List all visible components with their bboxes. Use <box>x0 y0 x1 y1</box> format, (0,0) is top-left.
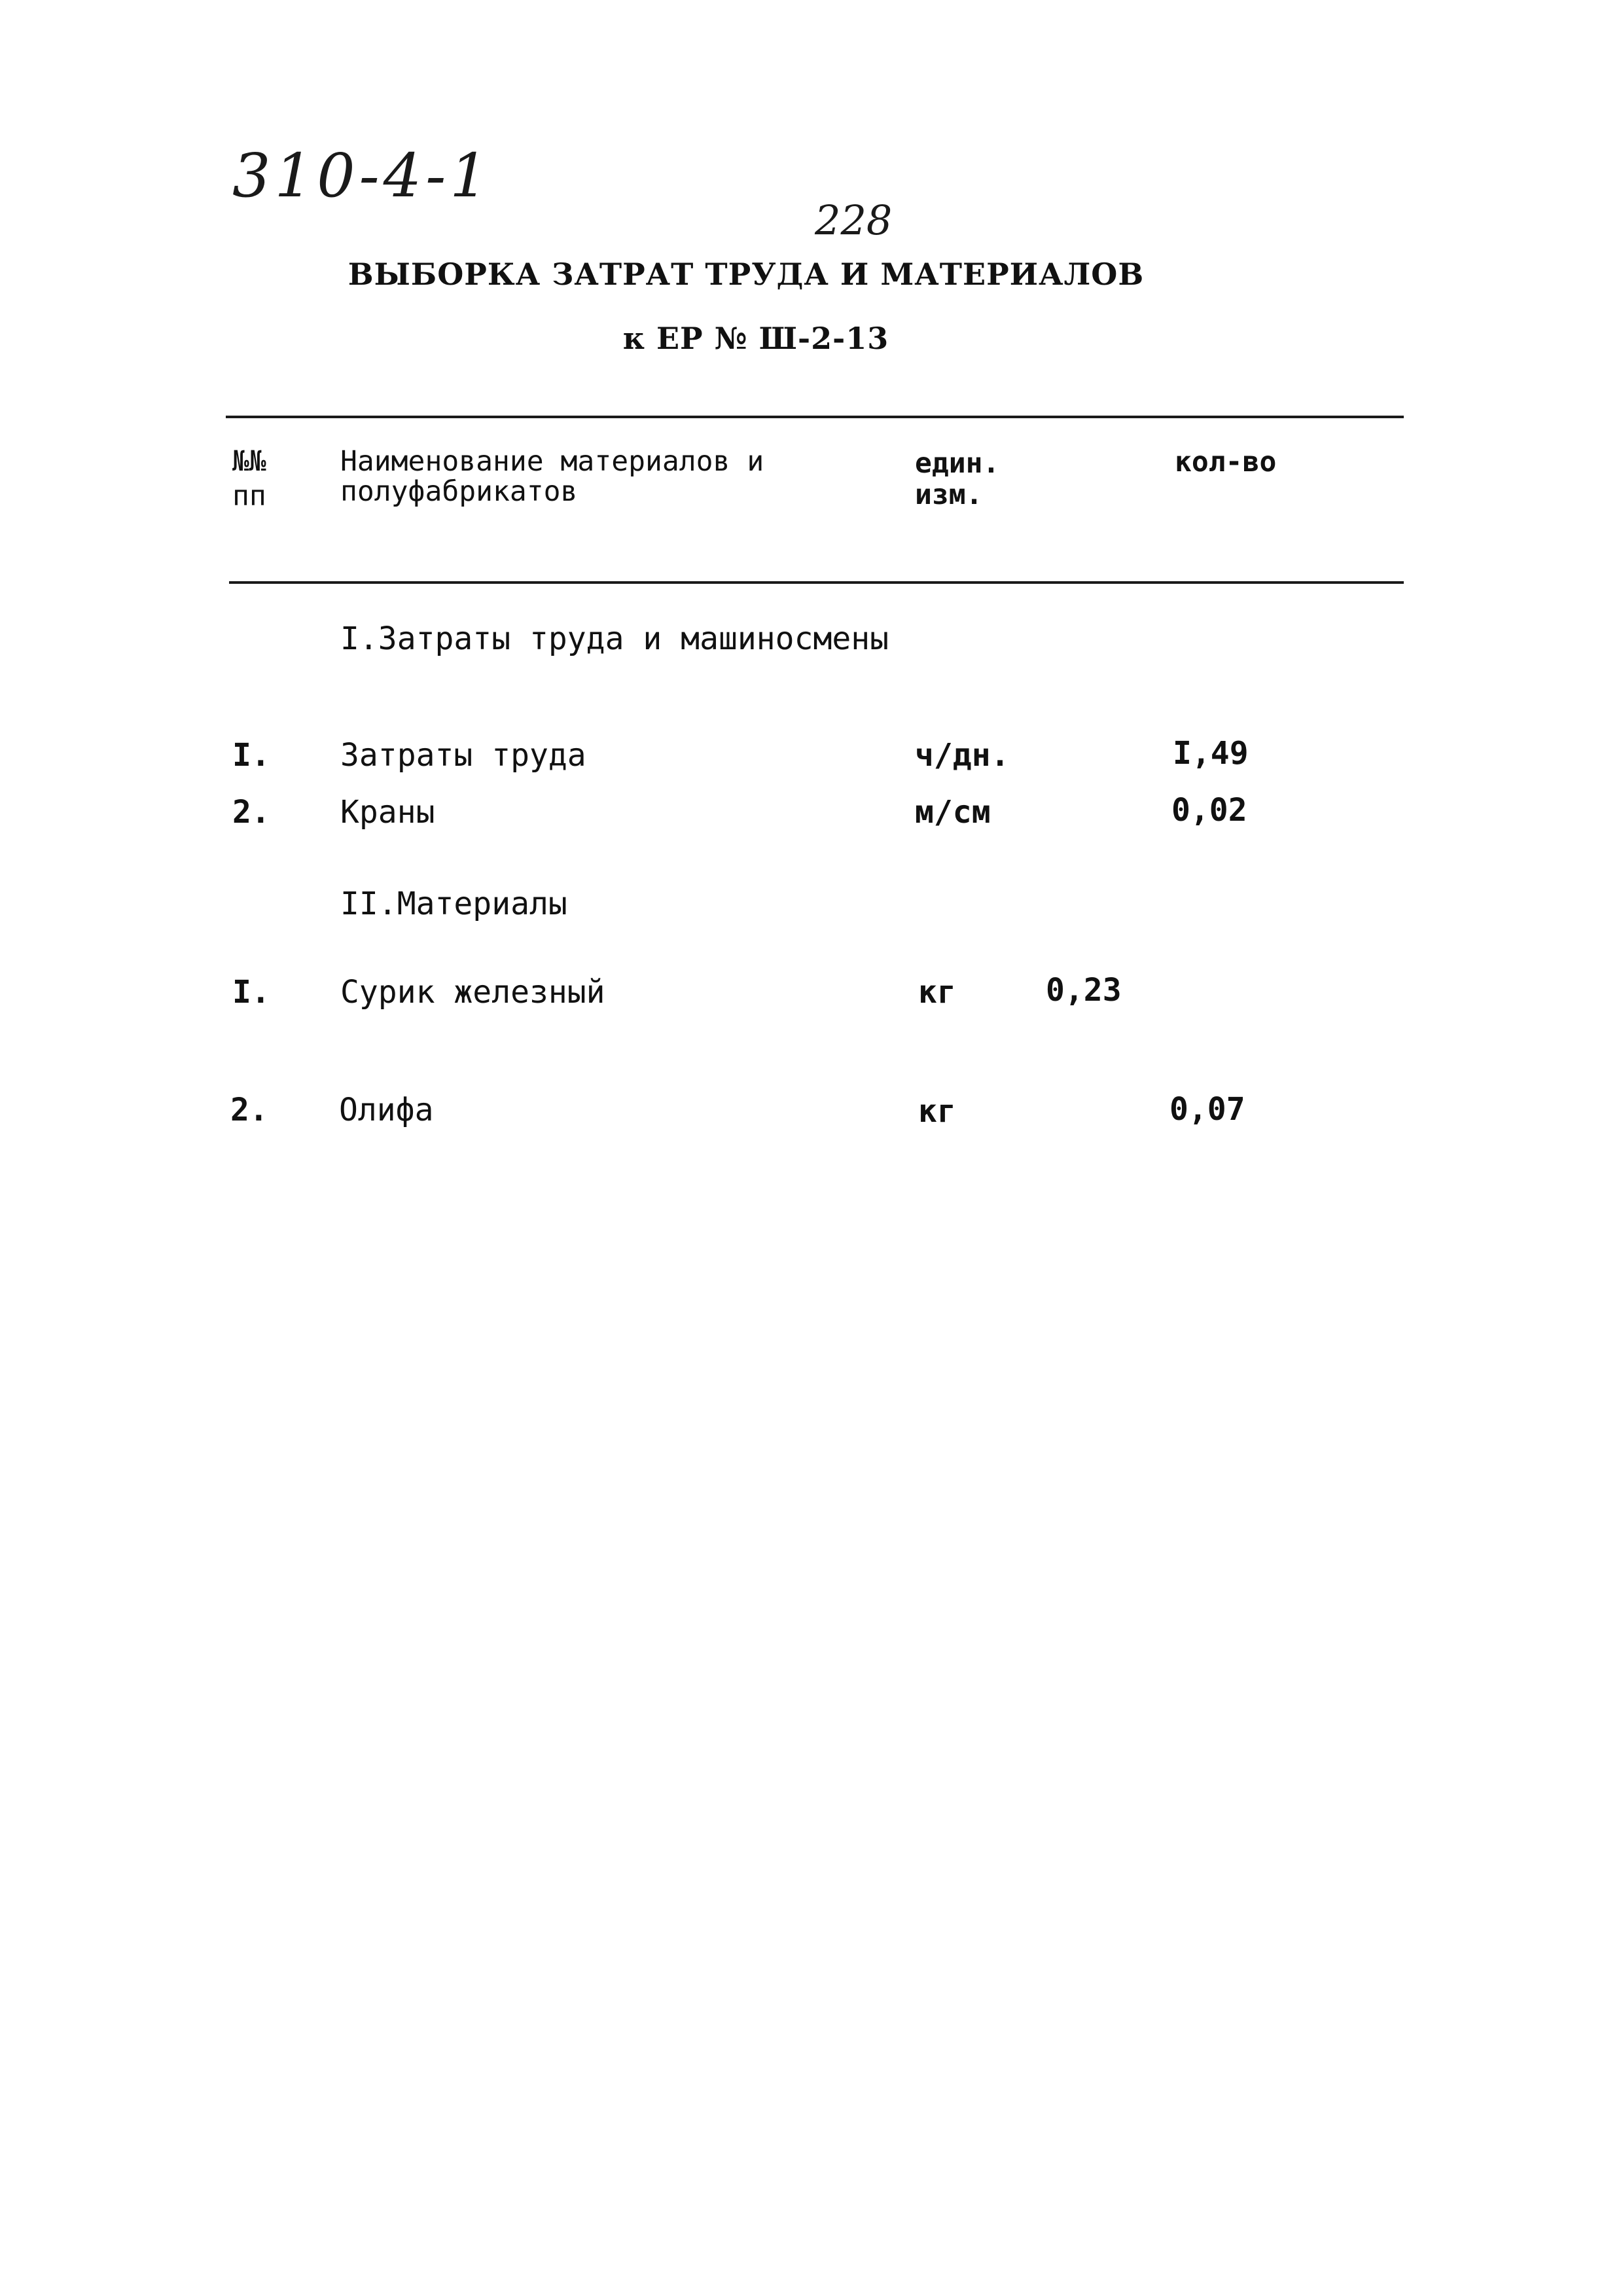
row-unit: м/см <box>915 794 991 831</box>
table-top-rule <box>226 416 1404 418</box>
page-number: 228 <box>815 196 893 244</box>
row-quantity: I,49 <box>1173 735 1249 772</box>
row-unit: кг <box>918 1093 956 1130</box>
header-quantity: кол-во <box>1175 446 1277 478</box>
header-name-line2: полуфабрикатов <box>340 475 578 508</box>
row-name: Сурик железный <box>340 974 605 1011</box>
page-title: ВЫБОРКА ЗАТРАТ ТРУДА И МАТЕРИАЛОВ <box>348 257 1145 292</box>
row-name: Краны <box>340 794 435 831</box>
row-quantity: 0,23 <box>1046 972 1122 1009</box>
row-quantity: 0,07 <box>1169 1091 1245 1128</box>
row-number: 2. <box>230 1092 268 1128</box>
row-quantity: 0,02 <box>1171 792 1247 829</box>
section-title: I.Затраты труда и машиносмены <box>340 620 889 657</box>
header-name-line1: Наименование материалов и <box>340 445 764 478</box>
header-number-line1: №№ <box>232 445 266 478</box>
row-name: Затраты труда <box>340 737 586 774</box>
header-unit-line2: изм. <box>915 478 983 511</box>
page-subtitle: к ЕР № Ш-2-13 <box>622 321 889 356</box>
header-unit-line1: един. <box>915 447 1000 480</box>
table-header-rule <box>229 581 1404 584</box>
row-unit: кг <box>918 974 956 1011</box>
section-title: II.Материалы <box>340 886 567 922</box>
header-number-line2: пп <box>232 480 266 512</box>
row-name: Олифа <box>339 1092 434 1128</box>
row-number: I. <box>232 737 270 774</box>
row-unit: ч/дн. <box>915 737 1010 774</box>
document-code: 310-4-1 <box>232 141 492 211</box>
row-number: I. <box>232 974 270 1011</box>
row-number: 2. <box>232 794 270 831</box>
